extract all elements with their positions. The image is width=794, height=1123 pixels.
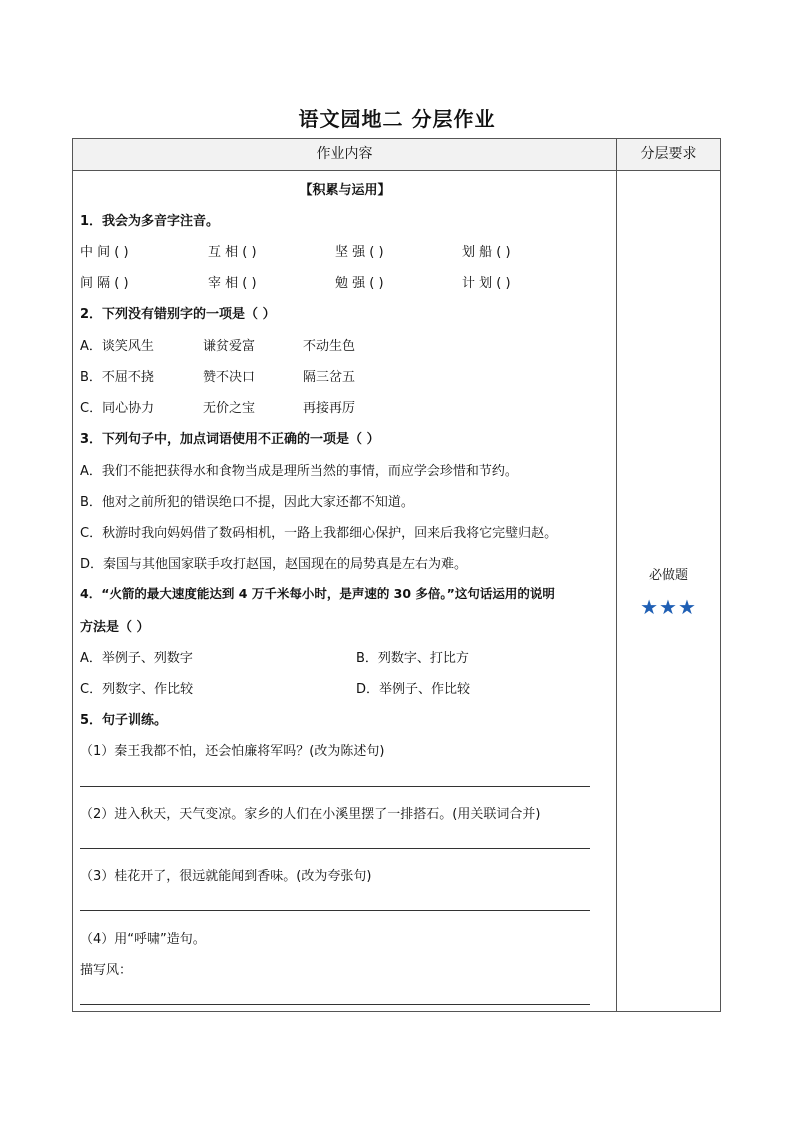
q2-b-text: 隔三岔五 [303, 370, 356, 385]
q1-item: 勉 强 ( ) [335, 276, 384, 291]
q2-b-text: 赞不决口 [203, 370, 256, 385]
header-requirement: 分层要求 [640, 146, 697, 162]
q2-a-text: A．谈笑风生 [80, 339, 154, 354]
difficulty-stars-icon: ★★★ [640, 595, 697, 619]
section-title: 【积累与运用】 [299, 183, 391, 198]
q2-title: 2．下列没有错别字的一项是（ ） [80, 307, 276, 322]
q2-a-text: 不动生色 [303, 339, 356, 354]
q4-title-line2: 方法是（ ） [80, 620, 150, 635]
page-title: 语文园地二 分层作业 [298, 107, 496, 131]
q1-item: 坚 强 ( ) [335, 245, 384, 260]
homework-table [72, 138, 721, 1012]
q3-option-b: B．他对之前所犯的错误绝口不提，因此大家还都不知道。 [80, 495, 414, 510]
q1-item: 宰 相 ( ) [208, 276, 257, 291]
q4-option-a: A．举例子、列数字 [80, 651, 193, 666]
q5-sentence-2: （2）进入秋天，天气变凉。家乡的人们在小溪里摆了一排搭石。(用关联词合并) [80, 807, 541, 822]
q4-option-c: C．列数字、作比较 [80, 682, 194, 697]
answer-line[interactable] [80, 910, 590, 911]
q2-b-text: B．不屈不挠 [80, 370, 154, 385]
q1-title: 1．我会为多音字注音。 [80, 214, 220, 229]
table-header-row [73, 139, 720, 171]
q1-item: 计 划 ( ) [462, 276, 511, 291]
q2-a-text: 谦贫爱富 [203, 339, 256, 354]
q1-item: 互 相 ( ) [208, 245, 257, 260]
q2-c-text: C．同心协力 [80, 401, 155, 416]
q5-sentence-3: （3）桂花开了，很远就能闻到香味。(改为夸张句) [80, 869, 372, 884]
q3-option-d: D．秦国与其他国家联手攻打赵国，赵国现在的局势真是左右为难。 [80, 557, 468, 572]
answer-line[interactable] [80, 1004, 590, 1005]
header-content: 作业内容 [316, 146, 373, 162]
q5-sentence-1: （1）秦王我都不怕，还会怕廉将军吗？(改为陈述句) [80, 744, 385, 759]
q3-option-c: C．秋游时我向妈妈借了数码相机，一路上我都细心保护，回来后我将它完璧归赵。 [80, 526, 558, 541]
q3-title: 3．下列句子中，加点词语使用不正确的一项是（ ） [80, 432, 380, 447]
q4-option-d: D．举例子、作比较 [356, 682, 471, 697]
q5-sentence-4: （4）用“呼啸”造句。 [80, 932, 206, 947]
q3-option-a: A．我们不能把获得水和食物当成是理所当然的事情，而应学会珍惜和节约。 [80, 464, 518, 479]
q1-item: 间 隔 ( ) [80, 276, 129, 291]
q4-option-b: B．列数字、打比方 [356, 651, 469, 666]
content-cell [80, 170, 610, 1010]
q1-item: 划 船 ( ) [462, 245, 511, 260]
q2-c-text: 再接再厉 [303, 401, 356, 416]
q4-title-line1: 4．“火箭的最大速度能达到 4 万千米每小时，是声速的 30 多倍。”这句话运用的说明 [80, 586, 555, 601]
requirement-label: 必做题 [648, 568, 688, 583]
q2-c-text: 无价之宝 [203, 401, 256, 416]
answer-line[interactable] [80, 848, 590, 849]
q5-sentence-4-sub: 描写风： [80, 963, 133, 978]
answer-line[interactable] [80, 786, 590, 787]
q1-item: 中 间 ( ) [80, 245, 129, 260]
q5-title: 5．句子训练。 [80, 713, 168, 728]
